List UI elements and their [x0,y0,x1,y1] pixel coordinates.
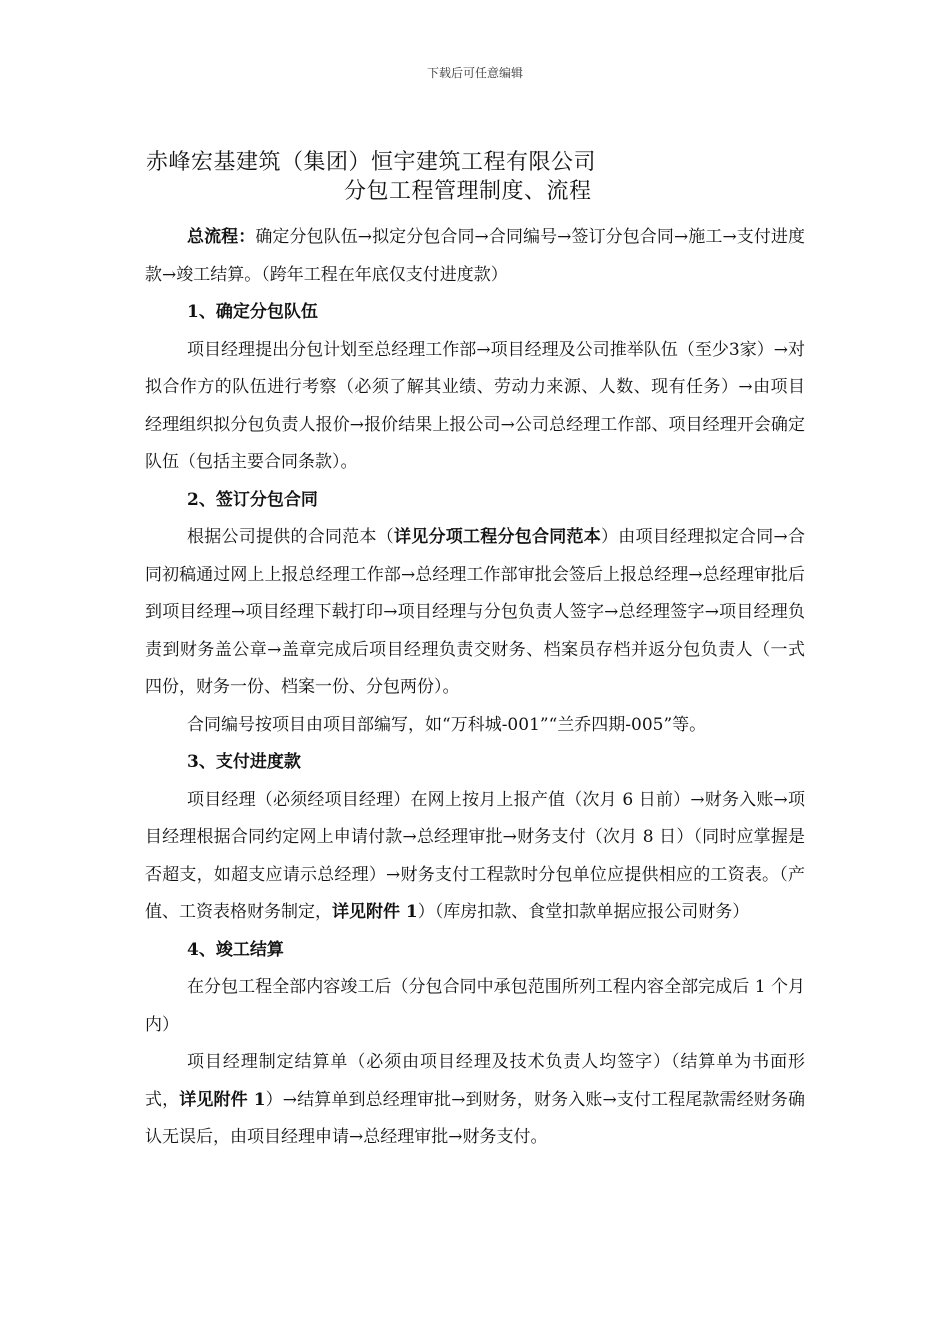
section-1-heading: 1、确定分包队伍 [187,302,318,322]
section-4-text-a: 项目经理制定结算单（必须由项目经理及技术负责人均签字）（结算单为书面形式， [145,1052,805,1110]
document-title: 分包工程管理制度、流程 [344,179,592,204]
document-body [145,219,805,1157]
section-3-text-c: ）（库房扣款、食堂扣款单据应报公司财务） [417,902,750,922]
company-title: 赤峰宏基建筑（集团）恒宇建筑工程有限公司 [146,150,597,175]
section-2-text-c: ）由项目经理拟定合同→合同初稿通过网上上报总经理工作部→总经理工作部审批会签后上报总经理→总经理审批后到项目经理→项目经理下载打印→项目经理与分包负责人签字→总经理签字→项目经理负责到财务盖公章→盖章完成后项目经理负责交财务、档案员存档并返分包负责人（一式四份，财务一份、档案一份、分包两份）。 [145,527,805,697]
section-4-paragraph-2 [145,1044,805,1157]
overview-text: 确定分包队伍→拟定分包合同→合同编号→签订分包合同→施工→支付进度款→竣工结算。（跨年工程在年底仅支付进度款） [145,227,805,285]
section-3-text-a: 项目经理（必须经项目经理）在网上按月上报产值（次月 6 日前）→财务入账→项目经理根据合同约定网上申请付款→总经理审批→财务支付（次月 8 日）（同时应掌握是否超支，如超支应请示总经理）→财务支付工程款时分包单位应提供相应的工资表。（产值、工资表格财务制定， [145,789,805,922]
overview-label: 总流程： [187,227,256,247]
section-3-paragraph [145,782,805,932]
attachment-1-reference: 详见附件 1 [332,902,418,922]
contract-numbering-paragraph: 合同编号按项目由项目部编写，如“万科城-001”“兰乔四期-005”等。 [187,714,707,735]
overview-paragraph [145,219,805,294]
section-2-paragraph [145,519,805,707]
section-4-text-c: ）→结算单到总经理审批→到财务，财务入账→支付工程尾款需经财务确认无误后，由项目经理申请→总经理审批→财务支付。 [145,1089,805,1147]
section-2-heading: 2、签订分包合同 [187,489,318,510]
section-4-paragraph-1: 在分包工程全部内容竣工后（分包合同中承包范围所列工程内容全部完成后 1 个月内） [145,977,805,1035]
header-note: 下载后可任意编辑 [426,66,523,80]
section-1-paragraph: 项目经理提出分包计划至总经理工作部→项目经理及公司推举队伍（至少3家）→对拟合作方的队伍进行考察（必须了解其业绩、劳动力来源、人数、现有任务）→由项目经理组织拟分包负责人报价→报价结果上报公司→公司总经理工作部、项目经理开会确定队伍（包括主要合同条款）。 [145,339,805,472]
section-4-heading: 4、竣工结算 [187,939,284,960]
section-3-heading: 3、支付进度款 [187,752,301,772]
contract-template-reference: 详见分项工程分包合同范本 [394,527,601,547]
attachment-1-reference-2: 详见附件 1 [179,1089,266,1110]
section-2-text-a: 根据公司提供的合同范本（ [187,527,394,547]
